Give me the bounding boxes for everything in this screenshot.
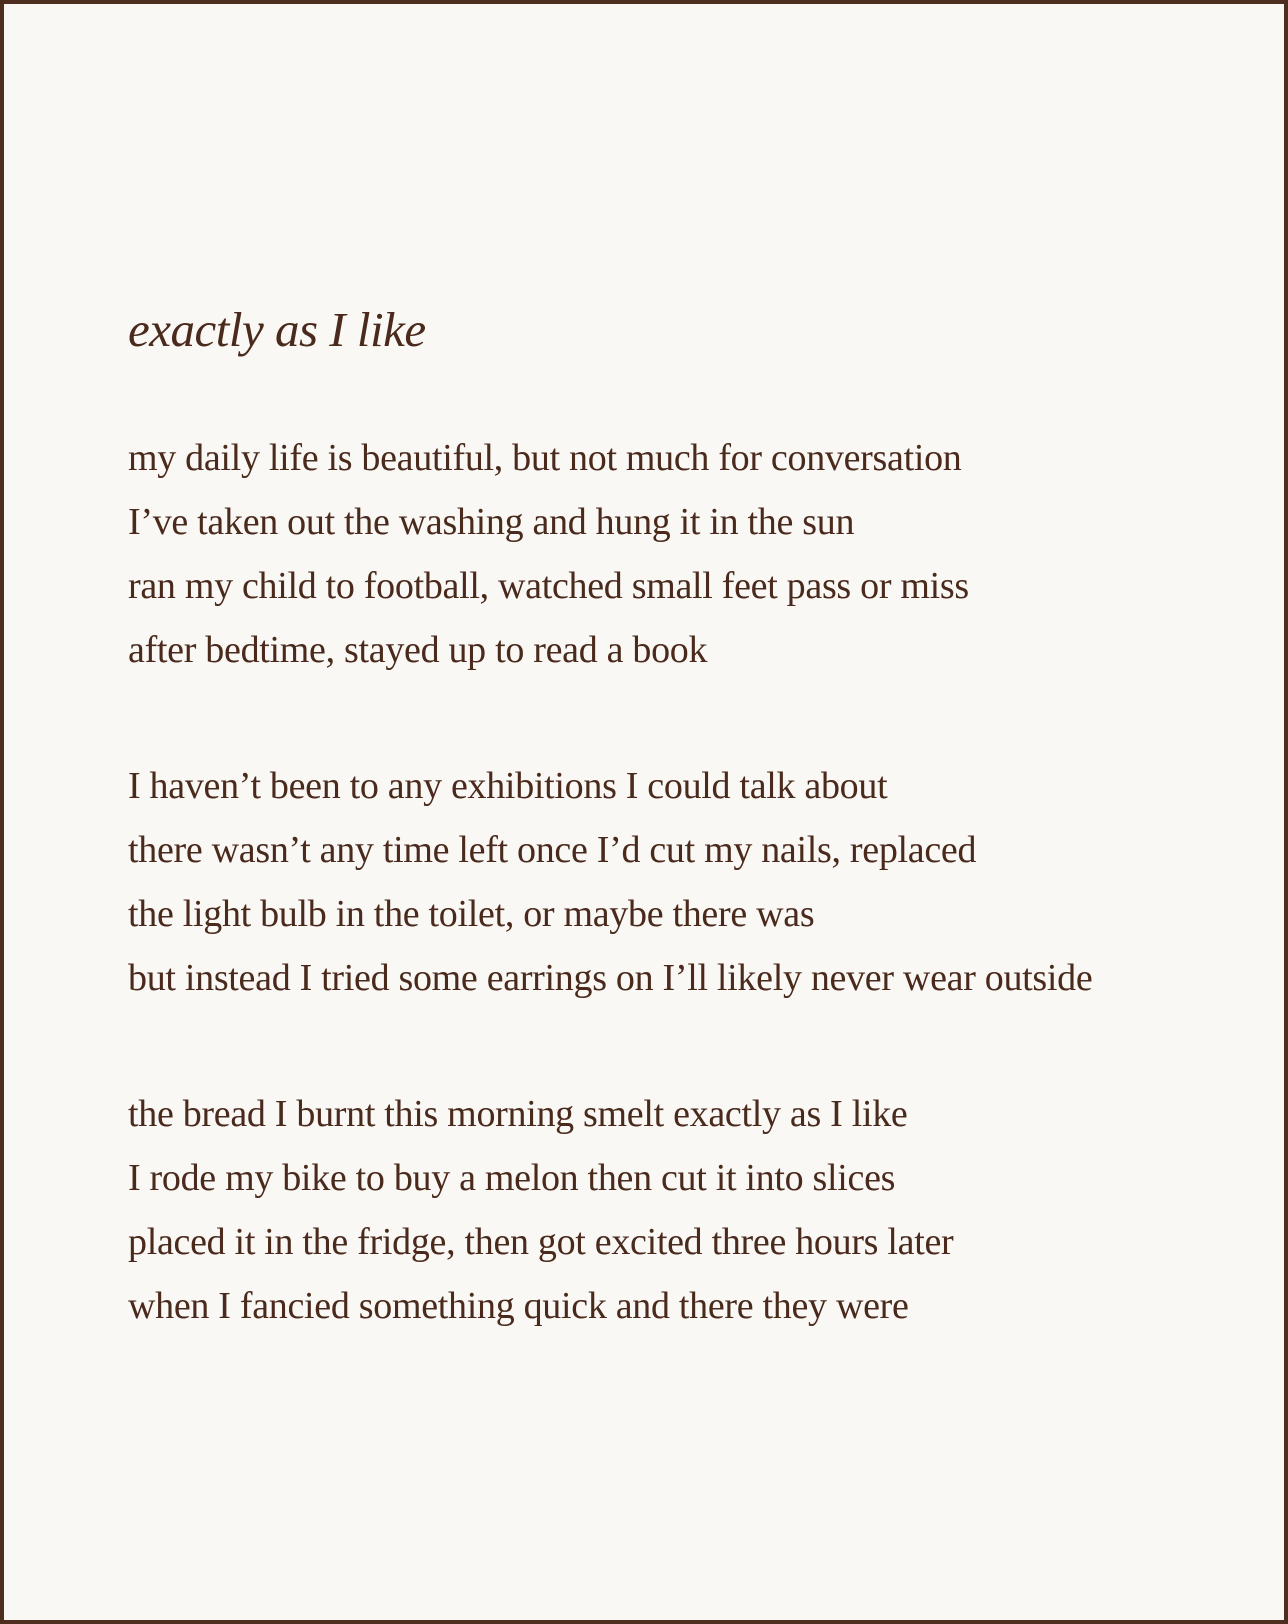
poem xyxy=(128,300,1248,1338)
poem-line: I rode my bike to buy a melon then cut it into slices xyxy=(128,1157,896,1199)
poem-line: I’ve taken out the washing and hung it in the sun xyxy=(128,501,855,543)
poem-line: the light bulb in the toilet, or maybe there was xyxy=(128,893,815,935)
poem-title: exactly as I like xyxy=(128,302,426,357)
stanza-1 xyxy=(128,426,1248,682)
poem-line: but instead I tried some earrings on I’ll likely never wear outside xyxy=(128,957,1093,999)
poem-line: my daily life is beautiful, but not much for conversation xyxy=(128,437,962,479)
stanza-2 xyxy=(128,754,1248,1010)
poem-line: placed it in the fridge, then got excited three hours later xyxy=(128,1221,954,1263)
poem-line: ran my child to football, watched small feet pass or miss xyxy=(128,565,969,607)
poem-line: after bedtime, stayed up to read a book xyxy=(128,629,708,671)
stanza-3 xyxy=(128,1082,1248,1338)
poem-line: there wasn’t any time left once I’d cut my nails, replaced xyxy=(128,829,977,871)
poem-line: when I fancied something quick and there they were xyxy=(128,1285,909,1327)
poem-line: I haven’t been to any exhibitions I could talk about xyxy=(128,765,888,807)
poem-line: the bread I burnt this morning smelt exactly as I like xyxy=(128,1093,908,1135)
